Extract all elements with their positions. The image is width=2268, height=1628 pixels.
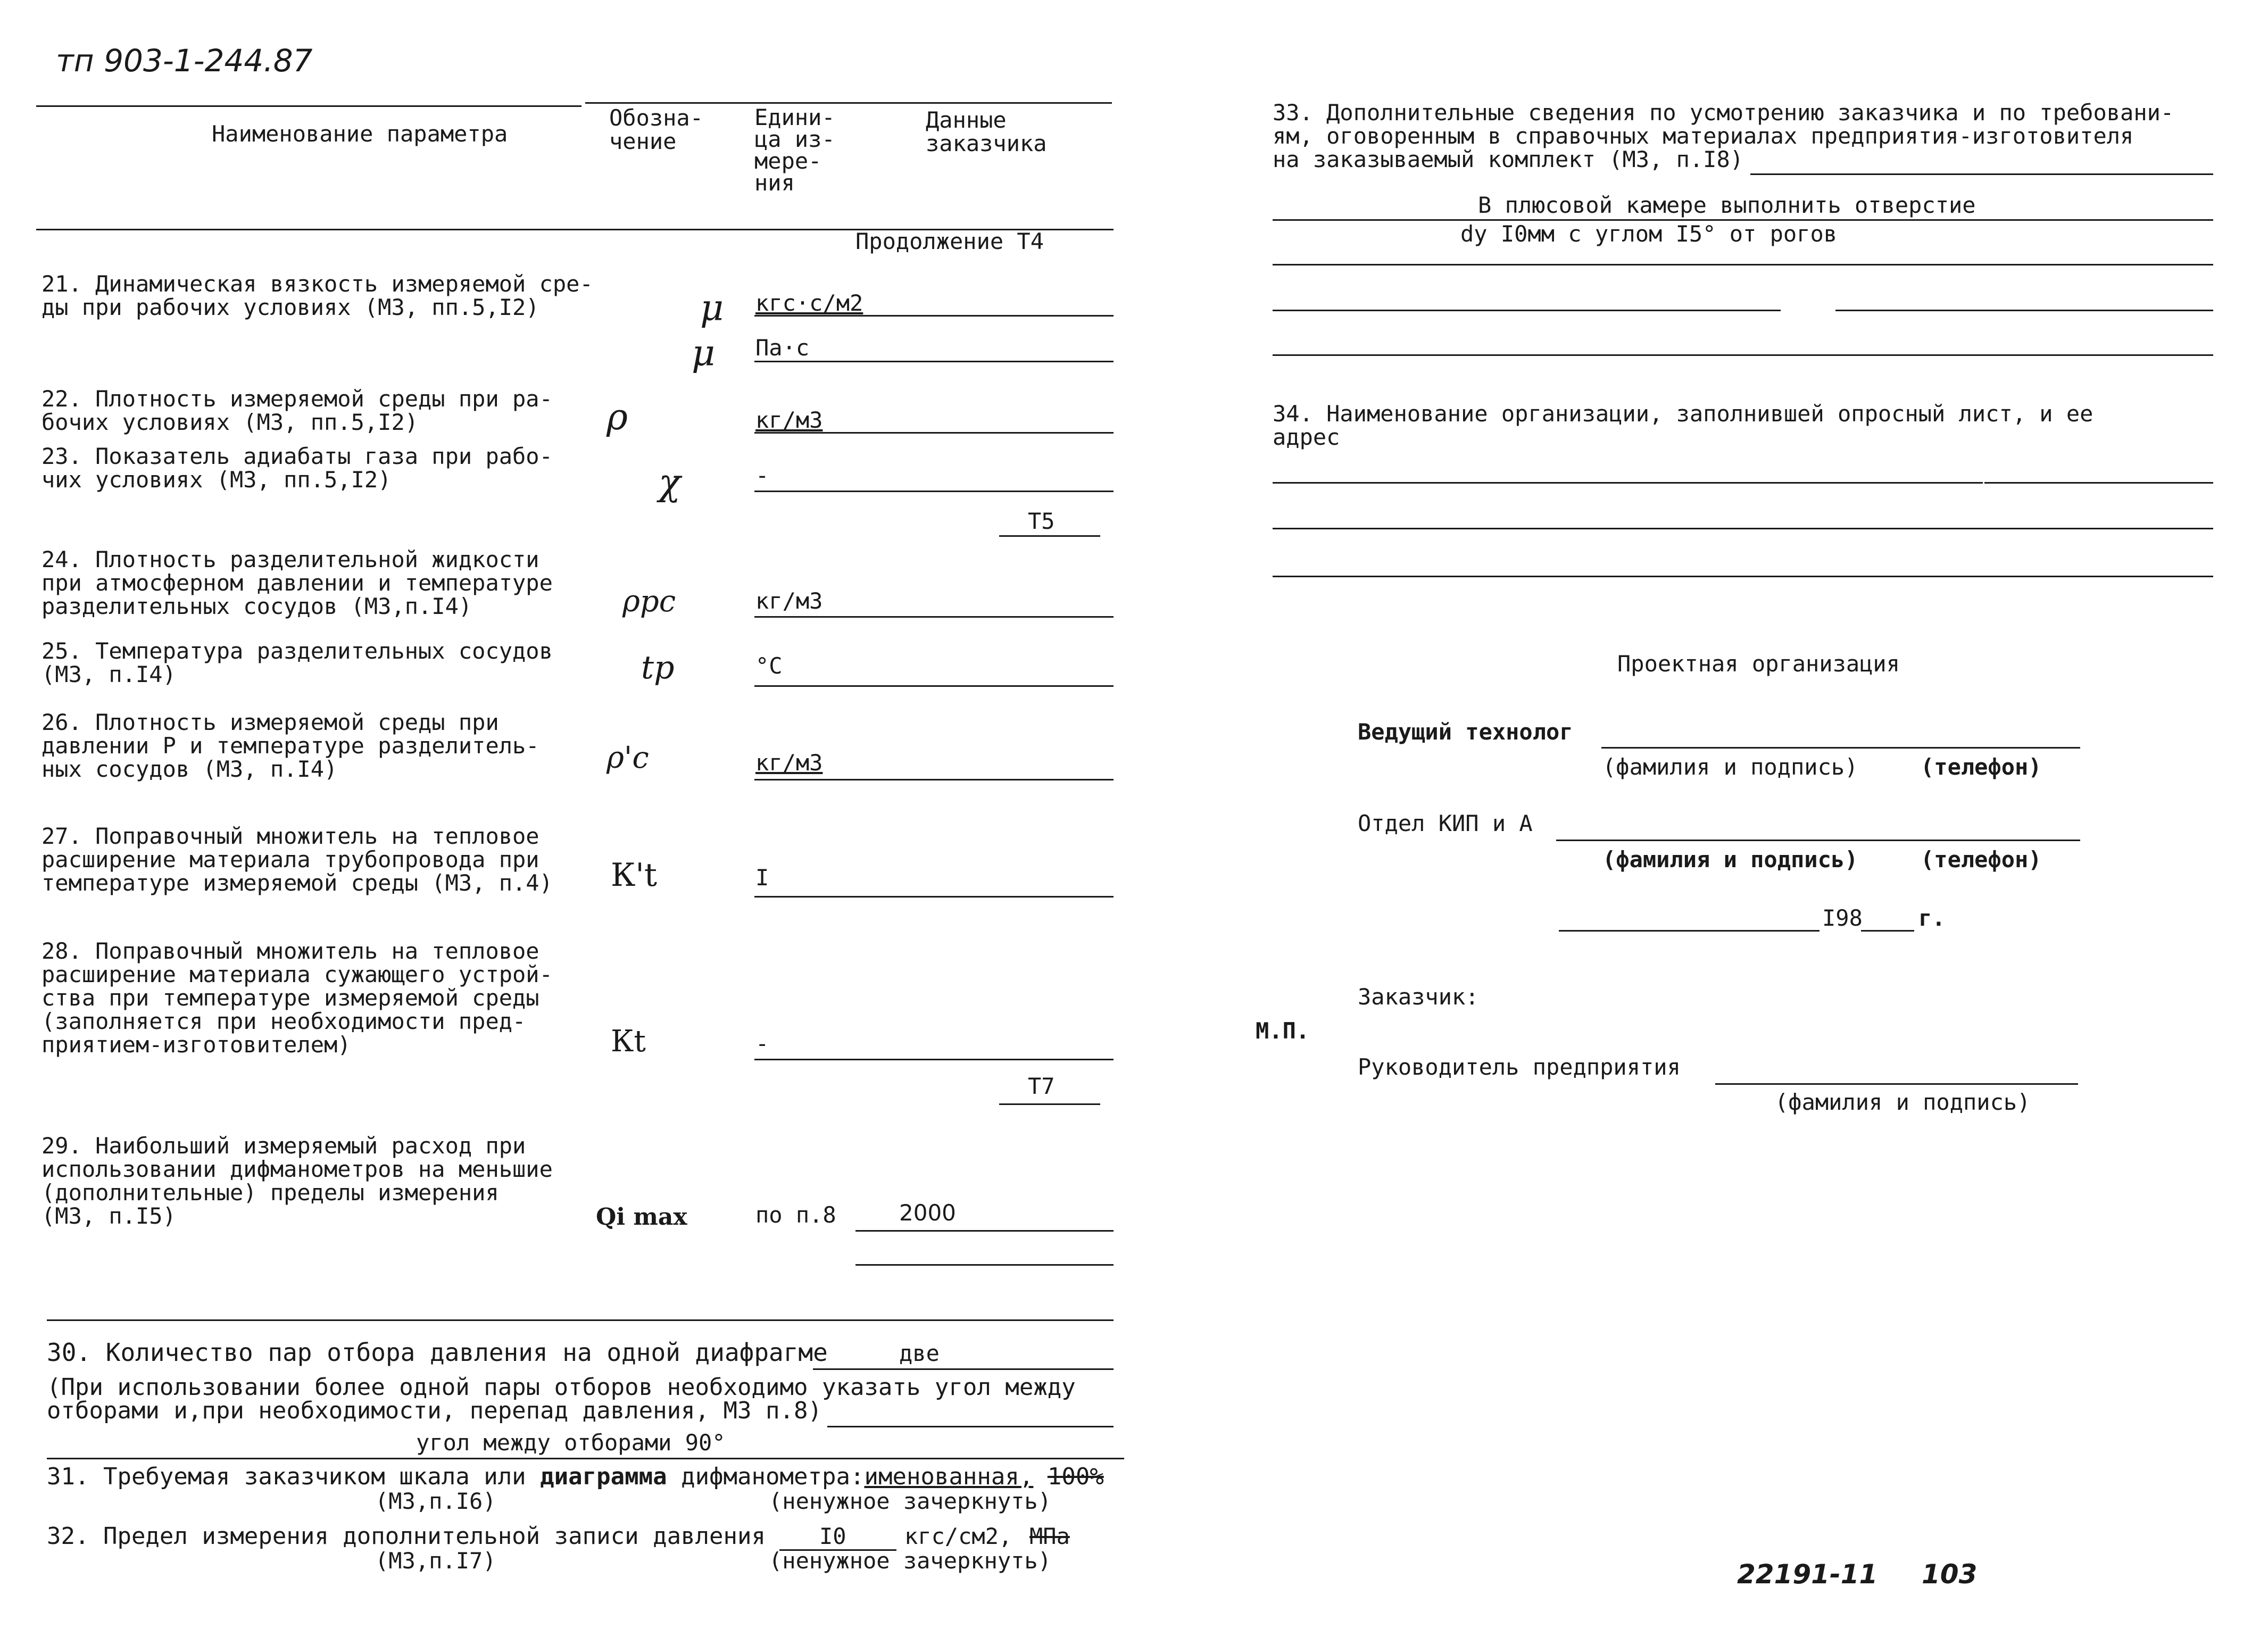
item-31-value: именованная, <box>864 1463 1034 1490</box>
col-header-unit: Едини- ца из- мере- ния <box>754 104 835 196</box>
item-23-symbol: χ <box>659 462 681 504</box>
head-field[interactable] <box>1715 1083 2078 1085</box>
item-29-field-1[interactable] <box>855 1230 1114 1232</box>
continuation-label: Продолжение Т4 <box>855 228 1044 254</box>
item-23-mark-rule <box>999 535 1100 537</box>
item-33-field-4[interactable] <box>1273 354 2213 356</box>
head-name-hint: (фамилия и подпись) <box>1775 1089 2031 1115</box>
item-33-field-2[interactable] <box>1273 264 2213 265</box>
table-top-rule-right <box>585 102 1112 104</box>
item-32-value: I0 <box>819 1523 846 1549</box>
item-34-text: 34. Наименование организации, заполнившей опросный лист, и ее адрес <box>1273 401 2093 450</box>
item-22-symbol: ρ <box>607 396 628 438</box>
date-year-field[interactable] <box>1861 930 1914 932</box>
item-34-field-3[interactable] <box>1273 576 2213 577</box>
item-23-mark: Т5 <box>1028 508 1055 534</box>
date-field[interactable] <box>1559 930 1820 932</box>
item-27-text: 27. Поправочный множитель на тепловое расширение материала трубопровода при температуре измеряемой среды (МЗ, п.4) <box>41 823 553 896</box>
item-24-unit: кг/м3 <box>755 588 823 614</box>
item-33-line-1: В плюсовой камере выполнить отверстие <box>1478 192 1976 218</box>
item-21-symbol-1: μ <box>700 287 724 329</box>
item-25-symbol: tр <box>641 649 675 686</box>
col-header-data: Данные заказчика <box>926 107 1047 156</box>
item-21-symbol-2: μ <box>692 333 716 375</box>
item-31-text <box>47 1465 1104 1489</box>
item-33-field-0[interactable] <box>1750 173 2213 175</box>
item-26-symbol: ρ'с <box>607 741 649 775</box>
item-22-text: 22. Плотность измеряемой среды при ра- бочих условиях (МЗ, пп.5,I2) <box>41 386 553 435</box>
customer-label: Заказчик: <box>1358 984 1479 1010</box>
item-29-unit: по п.8 <box>755 1202 836 1228</box>
item-33-text: 33. Дополнительные сведения по усмотрению заказчика и по требовани- ям, оговоренным в справочных материалах предприятия-изготовителя на заказываемый комплект (МЗ, п.I8) <box>1273 99 2174 172</box>
item-29-field-2[interactable] <box>855 1264 1114 1266</box>
item-24-field[interactable] <box>754 616 1114 618</box>
item-23-unit: - <box>755 462 769 488</box>
item-25-unit: °C <box>755 653 783 679</box>
date-year: I98 <box>1822 905 1863 931</box>
document-code: тп 903-1-244.87 <box>56 43 313 79</box>
doc-number: 22191-11 <box>1737 1559 1878 1590</box>
head-label <box>1358 1056 1681 1079</box>
item-31-label-a: 31. Требуемая заказчиком шкала или <box>47 1463 541 1490</box>
item-32-hint: (ненужное зачеркнуть) <box>769 1548 1052 1574</box>
item-21-text: 21. Динамическая вязкость измеряемой сре- ды при рабочих условиях (МЗ, пп.5,I2) <box>41 271 593 320</box>
item-32-struck: МПа <box>1029 1523 1070 1549</box>
item-21-field-1[interactable] <box>754 315 1114 317</box>
item-28-field[interactable] <box>754 1059 1114 1060</box>
item-34-field-1a[interactable] <box>1273 482 1983 484</box>
item-28-text: 28. Поправочный множитель на тепловое расширение материала сужающего устрой- ства при температуре измеряемой среды (заполняется при необходимости пред- приятием-изготовителем) <box>41 938 553 1058</box>
item-21-field-2[interactable] <box>754 361 1114 362</box>
item-26-unit: кг/м3 <box>755 750 823 776</box>
item-28-unit: - <box>755 1031 769 1057</box>
item-33-line-2: dу I0мм с углом I5° от рогов <box>1460 221 1838 247</box>
item-32-ref: (МЗ,п.I7) <box>375 1548 496 1574</box>
item-22-field[interactable] <box>754 432 1114 434</box>
item-31-label-c: дифманометра: <box>667 1463 865 1490</box>
item-21-unit-1: кгс·с/м2 <box>755 290 863 316</box>
item-28-mark: Т7 <box>1028 1073 1055 1099</box>
item-29-value: 2000 <box>899 1200 956 1226</box>
item-31-ref: (МЗ,п.I6) <box>375 1488 496 1514</box>
item-22-unit: кг/м3 <box>755 407 823 433</box>
col-header-name: Наименование параметра <box>212 121 508 147</box>
item-24-text: 24. Плотность разделительной жидкости при атмосферном давлении и температуре разделительных сосудов (МЗ,п.I4) <box>41 546 553 619</box>
item-31-label-b: диаграмма <box>540 1463 667 1490</box>
head-label-text: Руководитель предприятия <box>1358 1054 1681 1080</box>
col-header-symbol: Обозна- чение <box>609 105 704 154</box>
item-24-symbol: ρрс <box>622 584 676 619</box>
item-29-symbol: Qi max <box>596 1203 687 1231</box>
item-32-unit: кгс/см2, <box>904 1523 1012 1549</box>
item-27-field[interactable] <box>754 896 1114 898</box>
item-33-field-3a[interactable] <box>1273 310 1781 311</box>
kip-dept-name-hint: (фамилия и подпись) <box>1602 846 1858 873</box>
item-28-symbol: Кt <box>611 1024 646 1059</box>
item-27-symbol: К't <box>611 857 658 894</box>
item-27-unit: I <box>755 865 769 891</box>
lead-tech-label: Ведущий технолог <box>1358 719 1573 745</box>
item-30-field[interactable] <box>813 1368 1114 1370</box>
section-rule-31 <box>47 1458 1124 1459</box>
item-23-text: 23. Показатель адиабаты газа при рабо- чих условиях (МЗ, пп.5,I2) <box>41 443 553 493</box>
stamp-label: М.П. <box>1256 1018 1310 1044</box>
item-30-value: две <box>899 1340 940 1366</box>
date-year-suffix: г. <box>1918 905 1946 931</box>
item-32-text: 32. Предел измерения дополнительной записи давления <box>47 1523 766 1550</box>
lead-tech-phone-hint: (телефон) <box>1921 754 2042 780</box>
lead-tech-field[interactable] <box>1601 747 2080 749</box>
item-30-note: (При использовании более одной пары отборов необходимо указать угол между отборами и,при необходимости, перепад давления, МЗ п.8) <box>47 1374 1076 1424</box>
item-30-angle: угол между отборами 90° <box>416 1430 726 1456</box>
item-33-field-3b[interactable] <box>1835 310 2213 311</box>
item-23-field[interactable] <box>754 491 1114 492</box>
item-31-struck: 100% <box>1047 1463 1104 1490</box>
item-34-field-1b[interactable] <box>1984 482 2213 484</box>
page-number: 103 <box>1922 1559 1978 1590</box>
item-29-text: 29. Наибольший измеряемый расход при использовании дифманометров на меньшие (дополнительные) пределы измерения (МЗ, п.I5) <box>41 1133 553 1229</box>
kip-dept-label: Отдел КИП и А <box>1358 810 1533 836</box>
item-25-text: 25. Температура разделительных сосудов (МЗ, п.I4) <box>41 638 553 687</box>
item-28-mark-rule <box>999 1103 1100 1105</box>
project-org-title: Проектная организация <box>1617 651 1900 677</box>
section-rule-30 <box>47 1319 1114 1321</box>
item-30-note-field[interactable] <box>827 1426 1114 1427</box>
table-top-rule <box>36 105 581 107</box>
kip-dept-phone-hint: (телефон) <box>1921 846 2042 873</box>
item-21-unit-2: Па·с <box>755 335 810 361</box>
item-30-text: 30. Количество пар отбора давления на одной диафрагме <box>47 1338 828 1367</box>
item-26-field[interactable] <box>754 779 1114 780</box>
item-26-text: 26. Плотность измеряемой среды при давлении Р и температуре разделитель- ных сосудов (МЗ, п.I4) <box>41 709 539 782</box>
lead-tech-name-hint: (фамилия и подпись) <box>1602 754 1858 780</box>
kip-dept-field[interactable] <box>1556 840 2080 841</box>
item-31-hint: (ненужное зачеркнуть) <box>769 1488 1052 1514</box>
item-25-field[interactable] <box>754 685 1114 687</box>
item-34-field-2[interactable] <box>1273 528 2213 529</box>
